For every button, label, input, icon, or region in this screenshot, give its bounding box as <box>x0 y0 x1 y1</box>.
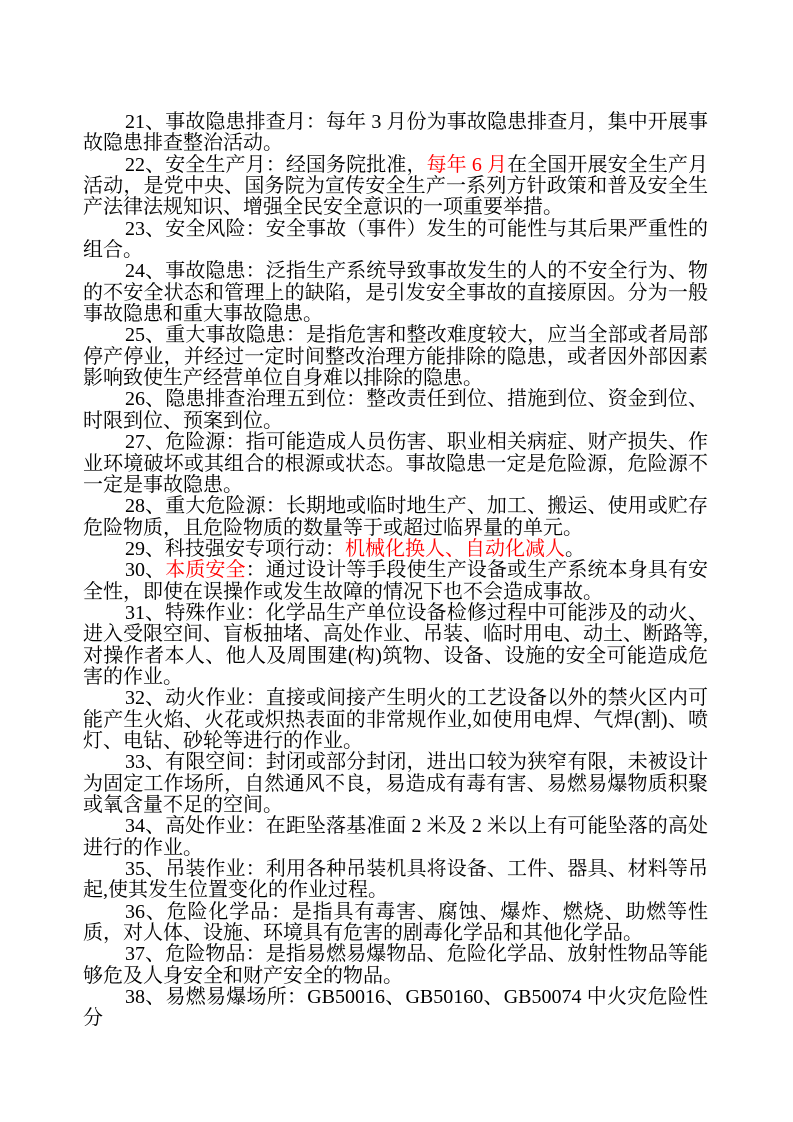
text-segment: 21、事故隐患排查月：每年 3 月份为事故隐患排查月，集中开展事故隐患排查整治活动。 <box>83 111 708 155</box>
definition-paragraph <box>83 432 708 496</box>
text-segment: 24、事故隐患：泛指生产系统导致事故发生的人的不安全行为、物的不安全状态和管理上的缺陷，是引发安全事故的直接原因。分为一般事故隐患和重大事故隐患。 <box>83 260 708 326</box>
definition-paragraph <box>83 560 708 603</box>
text-segment: 33、有限空间：封闭或部分封闭，进出口较为狭窄有限，未被设计为固定工作场所，自然通风不良，易造成有毒有害、易燃易爆物质积聚或氧含量不足的空间。 <box>83 751 708 816</box>
definition-paragraph <box>83 944 708 987</box>
definition-paragraph <box>83 325 708 389</box>
text-segment: 29、科技强安专项行动： <box>125 537 345 560</box>
definition-paragraph <box>83 603 708 688</box>
text-segment: 36、危险化学品：是指具有毒害、腐蚀、爆炸、燃烧、助燃等性质，对人体、设施、环境具有危害的剧毒化学品和其他化学品。 <box>83 900 708 945</box>
definition-paragraph <box>83 389 708 432</box>
text-segment: 27、危险源：指可能造成人员伤害、职业相关病症、财产损失、作业环境破坏或其组合的根源或状态。事故隐患一定是危险源，危险源不一定是事故隐患。 <box>83 431 708 496</box>
text-segment: 32、动火作业：直接或间接产生明火的工艺设备以外的禁火区内可能产生火焰、火花或炽热表面的非常规作业,如使用电焊、气焊(割)、喷灯、电钻、砂轮等进行的作业。 <box>83 687 708 752</box>
definition-paragraph <box>83 155 708 219</box>
text-segment: 28、重大危险源：长期地或临时地生产、加工、搬运、使用或贮存危险物质，且危险物质的数量等于或超过临界量的单元。 <box>83 495 708 539</box>
definition-paragraph <box>83 539 708 560</box>
definition-paragraph <box>83 902 708 945</box>
document-body <box>83 112 708 1030</box>
definition-paragraph <box>83 496 708 539</box>
definition-paragraph <box>83 752 708 816</box>
text-segment: 38、易燃易爆场所：GB50016、GB50160、GB50074 中火灾危险性分 <box>83 986 708 1030</box>
highlighted-text-segment: 本质安全 <box>165 559 246 582</box>
definition-paragraph <box>83 219 708 262</box>
definition-paragraph <box>83 859 708 902</box>
text-segment: 。 <box>565 537 585 560</box>
definition-paragraph <box>83 112 708 155</box>
text-segment: 35、吊装作业：利用各种吊装机具将设备、工件、器具、材料等吊起,使其发生位置变化的作业过程。 <box>83 858 708 902</box>
definition-paragraph <box>83 261 708 325</box>
text-segment: 25、重大事故隐患：是指危害和整改难度较大，应当全部或者局部停产停业，并经过一定时间整改治理方能排除的隐患，或者因外部因素影响致使生产经营单位自身难以排除的隐患。 <box>83 324 708 390</box>
definition-paragraph <box>83 816 708 859</box>
text-segment: 34、高处作业：在距坠落基准面 2 米及 2 米以上有可能坠落的高处进行的作业。 <box>83 815 708 859</box>
text-segment: 37、危险物品：是指易燃易爆物品、危险化学品、放射性物品等能够危及人身安全和财产安全的物品。 <box>83 943 708 987</box>
definition-paragraph <box>83 688 708 752</box>
highlighted-text-segment: 每年 6 月 <box>426 153 508 176</box>
text-segment: ：通过设计等手段使生产设备或生产系统本身具有安全性，即使在误操作或发生故障的情况下也不会造成事故。 <box>83 559 709 603</box>
highlighted-text-segment: 机械化换人、自动化减人 <box>345 537 565 560</box>
text-segment: 23、安全风险：安全事故（事件）发生的可能性与其后果严重性的组合。 <box>83 217 708 262</box>
text-segment: 30、 <box>125 559 166 582</box>
definition-paragraph <box>83 987 708 1030</box>
text-segment: 在全国开展安全生产月活动，是党中央、国务院为宣传安全生产一系列方针政策和普及安全生产法律法规知识、增强全民安全意识的一项重要举措。 <box>83 153 709 219</box>
text-segment: 26、隐患排查治理五到位：整改责任到位、措施到位、资金到位、时限到位、预案到位。 <box>83 388 708 432</box>
text-segment: 31、特殊作业：化学品生产单位设备检修过程中可能涉及的动火、进入受限空间、盲板抽堵、高处作业、吊装、临时用电、动土、断路等,对操作者本人、他人及周围建(构)筑物、设备、设施的安全可能造成危害的作业。 <box>83 601 708 688</box>
text-segment: 22、安全生产月：经国务院批准， <box>125 153 427 176</box>
